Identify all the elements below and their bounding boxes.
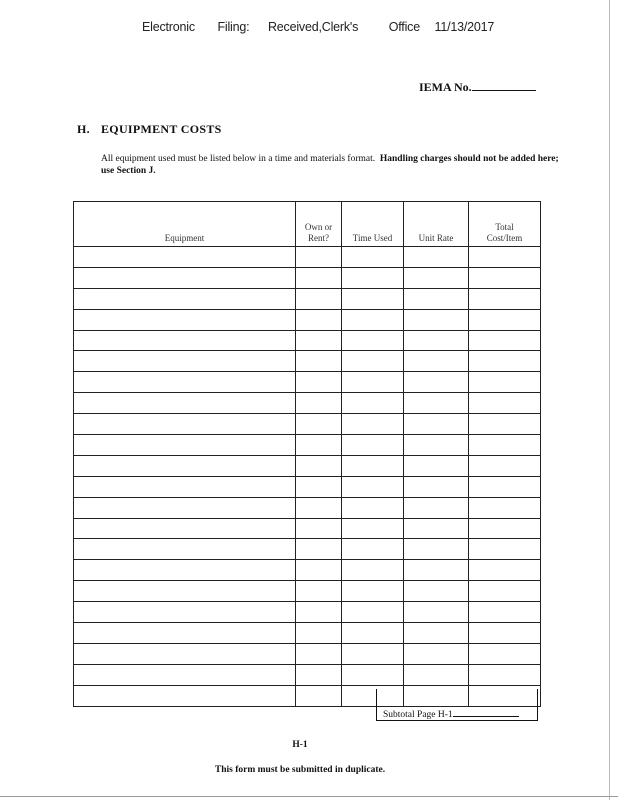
table-row (74, 351, 541, 372)
unit-rate-cell[interactable] (404, 330, 469, 351)
total-cost-cell[interactable] (469, 247, 541, 268)
unit-rate-cell[interactable] (404, 393, 469, 414)
table-row (74, 623, 541, 644)
table-row (74, 602, 541, 623)
total-cost-cell[interactable] (469, 664, 541, 685)
header-equipment: Equipment (74, 202, 296, 247)
own-or-rent-cell[interactable] (296, 372, 342, 393)
unit-rate-cell[interactable] (404, 455, 469, 476)
total-cost-cell[interactable] (469, 497, 541, 518)
total-cost-cell[interactable] (469, 414, 541, 435)
time-used-cell[interactable] (342, 455, 404, 476)
total-cost-cell[interactable] (469, 288, 541, 309)
own-or-rent-cell[interactable] (296, 581, 342, 602)
instructions-text: All equipment used must be listed below in a time and materials format. (101, 154, 376, 164)
subtotal-box (376, 689, 538, 721)
own-or-rent-cell[interactable] (296, 685, 342, 706)
time-used-cell[interactable] (342, 539, 404, 560)
own-or-rent-cell[interactable] (296, 247, 342, 268)
table-row (74, 393, 541, 414)
own-or-rent-cell[interactable] (296, 643, 342, 664)
total-cost-cell[interactable] (469, 435, 541, 456)
page-number: H-1 (292, 740, 308, 750)
own-or-rent-cell[interactable] (296, 623, 342, 644)
own-or-rent-cell[interactable] (296, 393, 342, 414)
time-used-cell[interactable] (342, 476, 404, 497)
time-used-cell[interactable] (342, 623, 404, 644)
total-cost-cell[interactable] (469, 330, 541, 351)
equipment-cell[interactable] (74, 393, 296, 414)
time-used-cell[interactable] (342, 602, 404, 623)
equipment-cell[interactable] (74, 539, 296, 560)
time-used-cell[interactable] (342, 435, 404, 456)
time-used-cell[interactable] (342, 351, 404, 372)
table-row (74, 330, 541, 351)
unit-rate-cell[interactable] (404, 602, 469, 623)
table-row (74, 247, 541, 268)
electronic-filing-stamp (142, 20, 494, 34)
table-row (74, 643, 541, 664)
subtotal-blank-line[interactable] (453, 708, 519, 717)
section-letter: H. (77, 122, 90, 136)
equipment-cell[interactable] (74, 581, 296, 602)
time-used-cell[interactable] (342, 393, 404, 414)
table-row (74, 476, 541, 497)
table-row (74, 518, 541, 539)
stamp-word-filing: Filing: (217, 20, 250, 34)
stamp-date: 11/13/2017 (434, 20, 495, 34)
table-row (74, 560, 541, 581)
table-row (74, 414, 541, 435)
time-used-cell[interactable] (342, 330, 404, 351)
equipment-cell[interactable] (74, 602, 296, 623)
instructions (101, 153, 561, 177)
equipment-cell[interactable] (74, 372, 296, 393)
equipment-costs-table (73, 201, 541, 707)
unit-rate-cell[interactable] (404, 351, 469, 372)
equipment-cell[interactable] (74, 435, 296, 456)
time-used-cell[interactable] (342, 309, 404, 330)
unit-rate-cell[interactable] (404, 372, 469, 393)
unit-rate-cell[interactable] (404, 309, 469, 330)
unit-rate-cell[interactable] (404, 664, 469, 685)
equipment-cell[interactable] (74, 455, 296, 476)
total-cost-cell[interactable] (469, 623, 541, 644)
stamp-word-office: Office (388, 20, 420, 34)
instructions-bold-text: Handling charges should not be added here; use Section J. (101, 154, 559, 176)
time-used-cell[interactable] (342, 372, 404, 393)
own-or-rent-cell[interactable] (296, 560, 342, 581)
time-used-cell[interactable] (342, 497, 404, 518)
table-row (74, 664, 541, 685)
unit-rate-cell[interactable] (404, 267, 469, 288)
total-cost-cell[interactable] (469, 267, 541, 288)
unit-rate-cell[interactable] (404, 518, 469, 539)
unit-rate-cell[interactable] (404, 414, 469, 435)
equipment-cell[interactable] (74, 330, 296, 351)
total-cost-cell[interactable] (469, 602, 541, 623)
own-or-rent-cell[interactable] (296, 309, 342, 330)
time-used-cell[interactable] (342, 664, 404, 685)
header-own-or-rent: Own or Rent? (296, 202, 342, 247)
equipment-cell[interactable] (74, 351, 296, 372)
total-cost-cell[interactable] (469, 476, 541, 497)
total-cost-cell[interactable] (469, 455, 541, 476)
equipment-cell[interactable] (74, 267, 296, 288)
own-or-rent-cell[interactable] (296, 455, 342, 476)
stamp-word-received: Received,Clerk's (267, 20, 359, 34)
total-cost-cell[interactable] (469, 393, 541, 414)
section-title: EQUIPMENT COSTS (101, 122, 222, 136)
equipment-cell[interactable] (74, 518, 296, 539)
own-or-rent-cell[interactable] (296, 267, 342, 288)
table-row (74, 455, 541, 476)
table-row (74, 309, 541, 330)
total-cost-cell[interactable] (469, 539, 541, 560)
equipment-cell[interactable] (74, 247, 296, 268)
own-or-rent-cell[interactable] (296, 288, 342, 309)
unit-rate-cell[interactable] (404, 623, 469, 644)
table-row (74, 372, 541, 393)
time-used-cell[interactable] (342, 267, 404, 288)
table-row (74, 435, 541, 456)
equipment-cell[interactable] (74, 414, 296, 435)
unit-rate-cell[interactable] (404, 581, 469, 602)
unit-rate-cell[interactable] (404, 435, 469, 456)
total-cost-cell[interactable] (469, 351, 541, 372)
equipment-cell[interactable] (74, 497, 296, 518)
own-or-rent-cell[interactable] (296, 476, 342, 497)
equipment-cell[interactable] (74, 685, 296, 706)
iema-label: IEMA No. (419, 80, 472, 94)
total-cost-cell[interactable] (469, 581, 541, 602)
table-row (74, 497, 541, 518)
unit-rate-cell[interactable] (404, 560, 469, 581)
header-unit-rate: Unit Rate (404, 202, 469, 247)
equipment-cell[interactable] (74, 623, 296, 644)
own-or-rent-cell[interactable] (296, 351, 342, 372)
own-or-rent-cell[interactable] (296, 435, 342, 456)
own-or-rent-cell[interactable] (296, 602, 342, 623)
total-cost-cell[interactable] (469, 643, 541, 664)
time-used-cell[interactable] (342, 518, 404, 539)
time-used-cell[interactable] (342, 643, 404, 664)
equipment-cell[interactable] (74, 560, 296, 581)
time-used-cell[interactable] (342, 288, 404, 309)
time-used-cell[interactable] (342, 414, 404, 435)
footnote: This form must be submitted in duplicate. (214, 765, 386, 775)
own-or-rent-cell[interactable] (296, 518, 342, 539)
iema-number-field (419, 80, 536, 95)
unit-rate-cell[interactable] (404, 247, 469, 268)
section-heading (77, 122, 222, 137)
total-cost-cell[interactable] (469, 560, 541, 581)
equipment-cell[interactable] (74, 309, 296, 330)
subtotal-field (383, 708, 519, 720)
stamp-word-electronic: Electronic (142, 20, 195, 34)
total-cost-cell[interactable] (469, 372, 541, 393)
time-used-cell[interactable] (342, 247, 404, 268)
own-or-rent-cell[interactable] (296, 539, 342, 560)
equipment-cell[interactable] (74, 288, 296, 309)
scan-edge-right (609, 0, 610, 800)
header-total-cost: Total Cost/Item (469, 202, 541, 247)
own-or-rent-cell[interactable] (296, 414, 342, 435)
table-row (74, 581, 541, 602)
scan-edge-bottom (0, 796, 618, 797)
time-used-cell[interactable] (342, 581, 404, 602)
unit-rate-cell[interactable] (404, 539, 469, 560)
unit-rate-cell[interactable] (404, 288, 469, 309)
unit-rate-cell[interactable] (404, 643, 469, 664)
subtotal-label: Subtotal Page H-1 (383, 710, 453, 720)
table-row (74, 288, 541, 309)
unit-rate-cell[interactable] (404, 476, 469, 497)
equipment-cell[interactable] (74, 664, 296, 685)
time-used-cell[interactable] (342, 560, 404, 581)
header-time-used: Time Used (342, 202, 404, 247)
equipment-cell[interactable] (74, 643, 296, 664)
total-cost-cell[interactable] (469, 309, 541, 330)
own-or-rent-cell[interactable] (296, 330, 342, 351)
table-row (74, 267, 541, 288)
unit-rate-cell[interactable] (404, 497, 469, 518)
table-header-row (74, 202, 541, 247)
own-or-rent-cell[interactable] (296, 664, 342, 685)
own-or-rent-cell[interactable] (296, 497, 342, 518)
table-row (74, 539, 541, 560)
iema-blank-line[interactable] (472, 80, 536, 91)
equipment-cell[interactable] (74, 476, 296, 497)
total-cost-cell[interactable] (469, 518, 541, 539)
